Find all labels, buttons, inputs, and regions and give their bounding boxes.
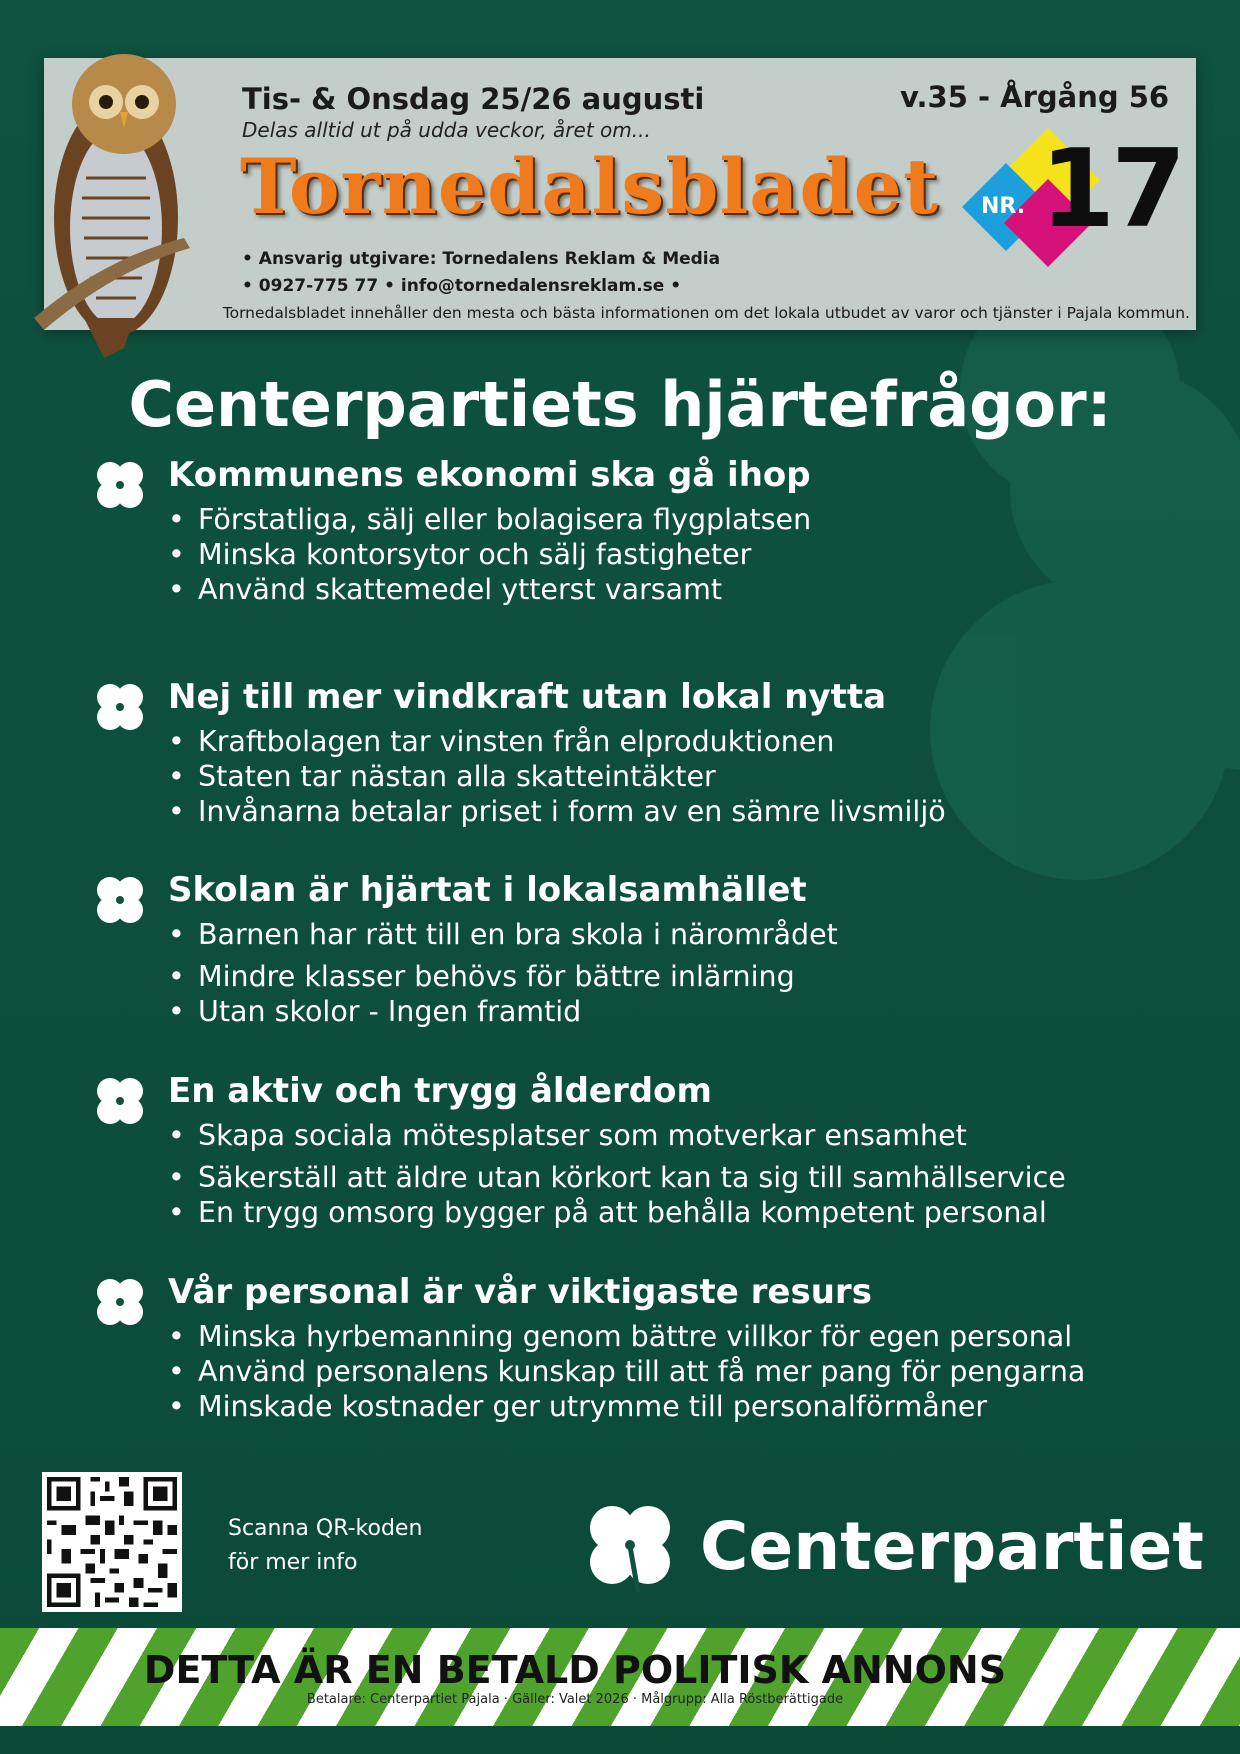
list-item: • Minska kontorsytor och sälj fastigheter (168, 538, 811, 571)
issue-date: Tis- & Onsdag 25/26 augusti (242, 82, 705, 116)
publisher-line: • Ansvarig utgivare: Tornedalens Reklam & Media (242, 249, 721, 269)
distribution-tagline: Delas alltid ut på udda veckor, året om... (242, 118, 651, 142)
newspaper-description: Tornedalsbladet innehåller den mesta och bästa informationen om det lokala utbudet av varor och tjänster i Pajala kommun. (222, 304, 1190, 322)
list-item: • Använd personalens kunskap till att få mer pang för pengarna (168, 1355, 1085, 1388)
qr-instruction-line: Scanna QR-koden (228, 1516, 423, 1541)
bullet-list (168, 1320, 1085, 1423)
section-title: Nej till mer vindkraft utan lokal nytta (168, 677, 887, 717)
list-item: • Staten tar nästan alla skatteintäkter (168, 760, 946, 793)
clover-icon (92, 872, 148, 928)
paid-ad-notice: DETTA ÄR EN BETALD POLITISK ANNONS (143, 1648, 1007, 1692)
qr-instruction-line: för mer info (228, 1550, 358, 1575)
paid-ad-details: Betalare: Centerpartiet Pajala · Gäller: Valet 2026 · Målgrupp: Alla Röstberättigade (306, 1692, 844, 1707)
list-item: • En trygg omsorg bygger på att behålla kompetent personal (168, 1196, 1066, 1229)
clover-icon (92, 1274, 148, 1330)
page-title: Centerpartiets hjärtefrågor: (128, 368, 1112, 441)
bullet-list (168, 918, 838, 1028)
list-item: • Skapa sociala mötesplatser som motverkar ensamhet (168, 1119, 1066, 1152)
list-item: • Barnen har rätt till en bra skola i närområdet (168, 918, 838, 951)
list-item: • Mindre klasser behövs för bättre inlärning (168, 960, 838, 993)
bottom-band (0, 1726, 1240, 1754)
newspaper-title: Tornedalsbladet (240, 142, 940, 231)
bullet-list (168, 725, 946, 828)
issue-number: 17 (1040, 127, 1183, 252)
issue-number-label: NR. (981, 194, 1026, 219)
qr-code-icon[interactable] (42, 1472, 182, 1612)
issue-week-year: v.35 - Årgång 56 (900, 80, 1170, 114)
section-title: Vår personal är vår viktigaste resurs (168, 1272, 872, 1312)
list-item: • Säkerställ att äldre utan körkort kan ta sig till samhällservice (168, 1161, 1066, 1194)
list-item: • Kraftbolagen tar vinsten från elproduktionen (168, 725, 946, 758)
section-title: Kommunens ekonomi ska gå ihop (168, 455, 811, 495)
section-title: En aktiv och trygg ålderdom (168, 1071, 712, 1111)
list-item: • Utan skolor - Ingen framtid (168, 995, 838, 1028)
party-name: Centerpartiet (700, 1508, 1204, 1585)
list-item: • Använd skattemedel ytterst varsamt (168, 573, 811, 606)
centerpartiet-logo-icon (582, 1498, 678, 1594)
clover-icon (92, 457, 148, 513)
bullet-list (168, 1119, 1066, 1229)
list-item: • Minska hyrbemanning genom bättre villkor för egen personal (168, 1320, 1085, 1353)
list-item: • Förstatliga, sälj eller bolagisera flygplatsen (168, 503, 811, 536)
contact-line: • 0927-775 77 • info@tornedalensreklam.se • (242, 276, 682, 296)
clover-icon (92, 1073, 148, 1129)
list-item: • Invånarna betalar priset i form av en sämre livsmiljö (168, 795, 946, 828)
section-title: Skolan är hjärtat i lokalsamhället (168, 870, 807, 910)
list-item: • Minskade kostnader ger utrymme till personalförmåner (168, 1390, 1085, 1423)
qr-instruction (228, 1512, 422, 1580)
bullet-list (168, 503, 811, 606)
clover-icon (92, 679, 148, 735)
